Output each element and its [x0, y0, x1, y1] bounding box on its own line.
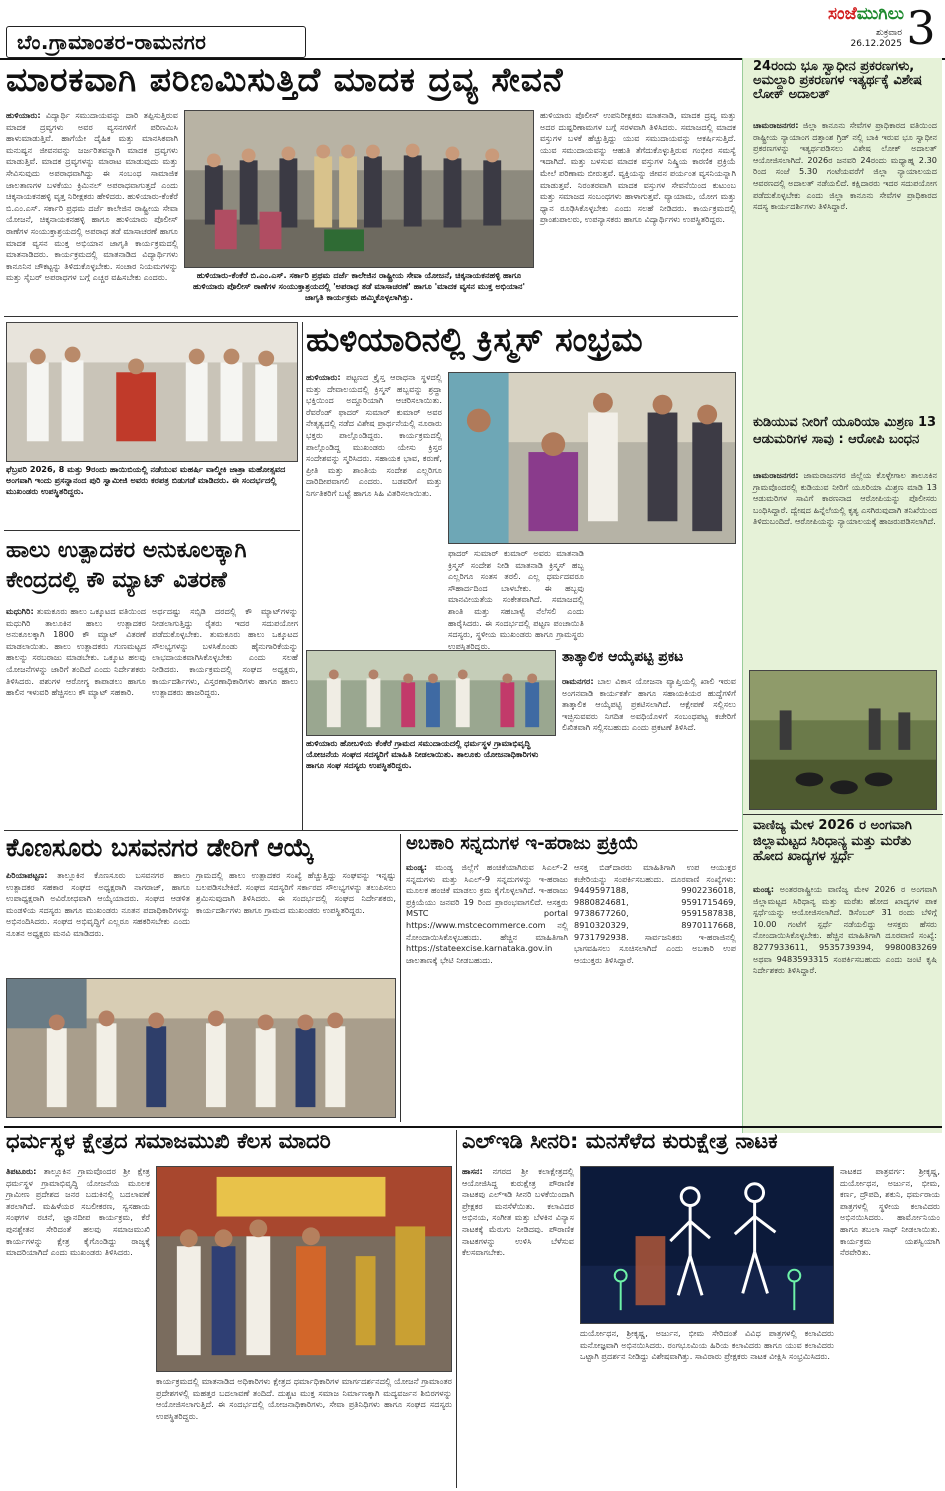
article-1-col-1	[6, 110, 178, 308]
page-number: 3	[906, 1, 936, 55]
article-2-col-1	[306, 372, 442, 644]
article-2-col-2: ಫಾದರ್ ಸುಮಾರ್ ಕುಮಾರ್ ಅವರು ಮಾತನಾಡಿ ಕ್ರಿಸ್ಮಸ್ ಸಂದೇಶ ನೀಡಿ ಮಾತನಾಡಿ ಕ್ರಿಸ್ಮಸ್ ಹಬ್ಬ ಎಲ್ಲರಿಗೂ ಸಂತಸ ತರಲಿ. ಎಲ್ಲ ಧರ್ಮದವರೂ ಸೌಹಾರ್ದದಿಂದ ಬಾಳಬೇಕು. ಈ ಹಬ್ಬವು ಮಾನವೀಯತೆಯ ಸಂಕೇತವಾಗಿದೆ. ಸಮಾಜದಲ್ಲಿ ಶಾಂತಿ ಮತ್ತು ಸಹಬಾಳ್ವೆ ನೆಲೆಸಲಿ ಎಂದು ಹಾರೈಸಿದರು. ಈ ಸಂದರ್ಭದಲ್ಲಿ ಪಟ್ಟಣ ಪಂಚಾಯಿತಿ ಸದಸ್ಯರು, ಸ್ಥಳೀಯ ಮುಖಂಡರು ಹಾಗೂ ಗ್ರಾಮಸ್ಥರು ಉಪಸ್ಥಿತರಿದ್ದರು.	[448, 548, 584, 651]
article-1-headline: ಮಾರಕವಾಗಿ ಪರಿಣಮಿಸುತ್ತಿದೆ ಮಾದಕ ದ್ರವ್ಯ ಸೇವನೆ	[6, 60, 564, 99]
divider	[743, 814, 943, 815]
sidebar-panel	[742, 58, 942, 1133]
article-3-text-1: ತುಮಕೂರು ಹಾಲು ಒಕ್ಕೂಟದ ವತಿಯಿಂದ ಮಧುಗಿರಿ ತಾಲೂಕಿನ ಹಾಲು ಉತ್ಪಾದಕರ ಅನುಕೂಲಕ್ಕಾಗಿ 1800 ಕೌ ಮ್ಯಾಟ್ ವಿತರಣೆ ಮಾಡಲಾಯಿತು. ಹಾಲು ಉತ್ಪಾದಕರು ಗುಣಮಟ್ಟದ ಹಾಲನ್ನು ಸರಬರಾಜು ಮಾಡಬೇಕು. ಒಕ್ಕೂಟ ಹಲವು ಯೋಜನೆಗಳನ್ನು ಜಾರಿಗೆ ತಂದಿದೆ ಎಂದು ನಿರ್ದೇಶಕರು ತಿಳಿಸಿದರು. ಪಶುಗಳ ಆರೋಗ್ಯ ಕಾಪಾಡಲು ಹಾಗೂ ಹಾಲಿನ ಇಳುವರಿ ಹೆಚ್ಚಿಸಲು ಕೌ ಮ್ಯಾಟ್ ಸಹಕಾರಿ.	[6, 606, 146, 698]
article-6-col-2: ಆಸಕ್ತ ಬಿಡ್‌ದಾರರು ಮಾಹಿತಿಗಾಗಿ ಉಪ ಆಯುಕ್ತರ ಕಚೇರಿಯನ್ನು ಸಂಪರ್ಕಿಸಬಹುದು. ದೂರವಾಣಿ ಸಂಖ್ಯೆಗಳು: 9449597188, 9902236018, 9880824681, 9591715469, 9738677260, 9591587838, 8910320329, 8970117668, 9731792938. ಸಾರ್ವಜನಿಕರು ಇ-ಹರಾಜಿನಲ್ಲಿ ಭಾಗವಹಿಸಲು ಸೂಚಿಸಲಾಗಿದೆ ಎಂದು ಅಬಕಾರಿ ಉಪ ಆಯುಕ್ತರು ತಿಳಿಸಿದ್ದಾರೆ.	[574, 862, 736, 965]
article-3-col-2: ಅರ್ಧದಷ್ಟು ಸಬ್ಸಿಡಿ ದರದಲ್ಲಿ ಕೌ ಮ್ಯಾಟ್‌ಗಳನ್ನು ನೀಡಲಾಗುತ್ತಿದ್ದು ರೈತರು ಇದರ ಸದುಪಯೋಗ ಪಡೆದುಕೊಳ್ಳಬೇಕು. ತುಮಕೂರು ಹಾಲು ಒಕ್ಕೂಟದ ಸೌಲಭ್ಯಗಳನ್ನು ಬಳಸಿಕೊಂಡು ಹೈನುಗಾರಿಕೆಯನ್ನು ಲಾಭದಾಯಕವಾಗಿಸಿಕೊಳ್ಳಬೇಕು ಎಂದು ಸಲಹೆ ನೀಡಿದರು. ಕಾರ್ಯಕ್ರಮದಲ್ಲಿ ಸಂಘದ ಅಧ್ಯಕ್ಷರು, ಕಾರ್ಯದರ್ಶಿಗಳು, ವಿಸ್ತರಣಾಧಿಕಾರಿಗಳು ಹಾಗೂ ಹಾಲು ಉತ್ಪಾದಕರು ಹಾಜರಿದ್ದರು.	[152, 606, 298, 698]
article-7-headline: ಧರ್ಮಸ್ಥಳ ಕ್ಷೇತ್ರದ ಸಮಾಜಮುಖಿ ಕೆಲಸ ಮಾದರಿ	[6, 1129, 331, 1153]
sidebar-story-1-body	[753, 120, 937, 410]
sidebar-story-2-headline: ಕುಡಿಯುವ ನೀರಿಗೆ ಯೂರಿಯಾ ಮಿಶ್ರಣ 13 ಆಡುಮರಿಗಳ ಸಾವು : ಆರೋಪಿ ಬಂಧನ	[753, 415, 937, 447]
article-8-photo	[580, 1166, 834, 1324]
article-4-photo	[306, 650, 556, 736]
article-6-headline: ಅಬಕಾರಿ ಸನ್ನದುಗಳ ಇ-ಹರಾಜು ಪ್ರಕ್ರಿಯೆ	[406, 833, 639, 854]
article-8-text-1: ನಗರದ ಶ್ರೀ ಕಲಾಕ್ಷೇತ್ರದಲ್ಲಿ ಆಯೋಜಿಸಿದ್ದ ಕುರುಕ್ಷೇತ್ರ ಪೌರಾಣಿಕ ನಾಟಕವು ಎಲ್‌ಇಡಿ ಸೀನರಿ ಬಳಕೆಯಿಂದಾಗಿ ಪ್ರೇಕ್ಷಕರ ಮನಸೆಳೆಯಿತು. ಕಲಾವಿದರ ಅಭಿನಯ, ಸಂಗೀತ ಮತ್ತು ಬೆಳಕಿನ ವಿನ್ಯಾಸ ನಾಟಕಕ್ಕೆ ಮೆರುಗು ನೀಡಿದವು. ಪೌರಾಣಿಕ ನಾಟಕಗಳನ್ನು ಉಳಿಸಿ ಬೆಳೆಸುವ ಕೆಲಸವಾಗಬೇಕು.	[462, 1166, 574, 1258]
article-1-dateline: ಹುಳಿಯಾರು:	[6, 110, 41, 120]
article-7-text-1: ತಾಲ್ಲೂಕಿನ ಗ್ರಾಮವೊಂದರ ಶ್ರೀ ಕ್ಷೇತ್ರ ಧರ್ಮಸ್ಥಳ ಗ್ರಾಮಾಭಿವೃದ್ಧಿ ಯೋಜನೆಯ ಮೂಲಕ ಗ್ರಾಮೀಣ ಪ್ರದೇಶದ ಜನರ ಬದುಕಿನಲ್ಲಿ ಬದಲಾವಣೆ ತರಲಾಗಿದೆ. ಮಹಿಳೆಯರ ಸಬಲೀಕರಣ, ಸ್ವಸಹಾಯ ಸಂಘಗಳ ರಚನೆ, ಜ್ಞಾನದೀಪ ಕಾರ್ಯಕ್ರಮ, ಕೆರೆ ಪುನಶ್ಚೇತನ ಸೇರಿದಂತೆ ಹಲವು ಸಮಾಜಮುಖಿ ಕಾರ್ಯಗಳನ್ನು ಕ್ಷೇತ್ರ ಕೈಗೊಂಡಿದ್ದು ರಾಜ್ಯಕ್ಕೆ ಮಾದರಿಯಾಗಿದೆ ಎಂದು ಮುಖಂಡರು ತಿಳಿಸಿದರು.	[6, 1166, 150, 1258]
sidebar-story-2-photo	[749, 670, 937, 810]
article-7-col-1	[6, 1166, 150, 1486]
article-8-headline: ಎಲ್‌ಇಡಿ ಸೀನರಿ: ಮನಸೆಳೆದ ಕುರುಕ್ಷೇತ್ರ ನಾಟಕ	[462, 1129, 778, 1153]
sidebar-story-2-body	[753, 470, 937, 666]
sidebar-story-2-text: ಜಾಮರಾಜನಗರ ಜಿಲ್ಲೆಯ ಕೊಳ್ಳೇಗಾಲ ತಾಲೂಕಿನ ಗ್ರಾಮವೊಂದರಲ್ಲಿ ಕುಡಿಯುವ ನೀರಿಗೆ ಯೂರಿಯಾ ಮಿಶ್ರಣ ಮಾಡಿ 13 ಆಡುಮರಿಗಳ ಸಾವಿಗೆ ಕಾರಣನಾದ ಆರೋಪಿಯನ್ನು ಪೊಲೀಸರು ಬಂಧಿಸಿದ್ದಾರೆ. ದ್ವೇಷದ ಹಿನ್ನೆಲೆಯಲ್ಲಿ ಕೃತ್ಯ ಎಸಗಿರುವುದಾಗಿ ತನಿಖೆಯಿಂದ ತಿಳಿದುಬಂದಿದೆ. ಆರೋಪಿಯನ್ನು ನ್ಯಾಯಾಲಯಕ್ಕೆ ಹಾಜರುಪಡಿಸಲಾಗಿದೆ.	[753, 470, 937, 527]
article-4-col-1	[562, 676, 736, 826]
issue-day: ಶುಕ್ರವಾರ	[876, 28, 902, 38]
article-2-photo-2	[448, 372, 736, 544]
article-6-col-1	[406, 862, 568, 1118]
article-2-headline: ಹುಳಿಯಾರಿನಲ್ಲಿ ಕ್ರಿಸ್ಮಸ್ ಸಂಭ್ರಮ	[306, 320, 643, 359]
divider	[4, 830, 738, 831]
sidebar-story-3-text: ಅಂತರರಾಷ್ಟ್ರೀಯ ವಾಣಿಜ್ಯ ಮೇಳ 2026 ರ ಅಂಗವಾಗಿ ಜಿಲ್ಲಾಮಟ್ಟದ ಸಿರಿಧಾನ್ಯ ಮತ್ತು ಮರೆತು ಹೋದ ಖಾದ್ಯಗಳ ಪಾಕ ಸ್ಪರ್ಧೆಯನ್ನು ಆಯೋಜಿಸಲಾಗಿದೆ. ಡಿಸೆಂಬರ್ 31 ರಂದು ಬೆಳಿಗ್ಗೆ 10.00 ಗಂಟೆಗೆ ಸ್ಪರ್ಧೆ ನಡೆಯಲಿದ್ದು ಆಸಕ್ತರು ಹೆಸರು ನೋಂದಾಯಿಸಿಕೊಳ್ಳಬೇಕು. ಹೆಚ್ಚಿನ ಮಾಹಿತಿಗಾಗಿ ದೂರವಾಣಿ ಸಂಖ್ಯೆ: 8277933611, 9535739394, 9980083269 ಅಥವಾ 9483593315 ಸಂಪರ್ಕಿಸಬಹುದು ಎಂದು ಜಂಟಿ ಕೃಷಿ ನಿರ್ದೇಶಕರು ತಿಳಿಸಿದ್ದಾರೆ.	[753, 884, 937, 976]
article-5-dateline: ಪಿರಿಯಾಪಟ್ಟಣ:	[6, 870, 48, 880]
sidebar-story-1-headline: 24ರಂದು ಭೂ ಸ್ವಾಧೀನ ಪ್ರಕರಣಗಳು, ಅಮಲ್ದಾರಿ ಪ್ರಕರಣಗಳ ಇತ್ಯರ್ಥಕ್ಕೆ ವಿಶೇಷ ಲೋಕ್ ಅದಾಲತ್	[753, 59, 922, 102]
article-4-caption: ಹುಳಿಯಾರು ಹೋಬಳಿಯ ಕೆಂಕೆರೆ ಗ್ರಾಮದ ಸಮುದಾಯದಲ್ಲಿ ಧರ್ಮಸ್ಥಳ ಗ್ರಾಮಾಭಿವೃದ್ಧಿ ಯೋಜನೆಯ ಸಂಘದ ಸದಸ್ಯರಿಗೆ ಮಾಹಿತಿ ನೀಡಲಾಯಿತು. ತಾಲೂಕು ಯೋಜನಾಧಿಕಾರಿಗಳು ಹಾಗೂ ಸಂಘ ಸದಸ್ಯರು ಉಪಸ್ಥಿತರಿದ್ದರು.	[306, 738, 539, 770]
article-5-col-2: ಗ್ರಾಮದಲ್ಲಿ ಹಾಲು ಉತ್ಪಾದಕರ ಸಂಖ್ಯೆ ಹೆಚ್ಚುತ್ತಿದ್ದು ಸಂಘವನ್ನು ಇನ್ನಷ್ಟು ಬಲಪಡಿಸಬೇಕಿದೆ. ಸಂಘದ ಸದಸ್ಯರಿಗೆ ಸರ್ಕಾರದ ಸೌಲಭ್ಯಗಳನ್ನು ತಲುಪಿಸಲು ಶ್ರಮಿಸುವುದಾಗಿ ತಿಳಿಸಿದರು. ಈ ಸಂದರ್ಭದಲ್ಲಿ ಸಂಘದ ನಿರ್ದೇಶಕರು, ಕಾರ್ಯದರ್ಶಿಗಳು ಹಾಗೂ ಗ್ರಾಮದ ಮುಖಂಡರು ಉಪಸ್ಥಿತರಿದ್ದರು.	[196, 870, 396, 915]
divider	[456, 1130, 457, 1488]
article-2-caption: ಫೆಬ್ರವರಿ 2026, 8 ಮತ್ತು 9ರಂದು ಹಾಯಿಬಿಯಲ್ಲಿ ನಡೆಯುವ ಮಹರ್ಷಿ ವಾಲ್ಮೀಕಿ ಜಾತ್ರಾ ಮಹೋತ್ಸವದ ಅಂಗವಾಗಿ ಇಂದು ಪ್ರಸನ್ನಾನಂದ ಪುರಿ ಸ್ವಾಮೀಜಿ ಅವರು ಕರಪತ್ರ ಬಿಡುಗಡೆ ಮಾಡಿದರು. ಈ ಸಂದರ್ಭದಲ್ಲಿ ಮುಖಂಡರು ಉಪಸ್ಥಿತರಿದ್ದರು.	[6, 464, 286, 496]
brand-part-a: ಸಂಜೆ	[828, 4, 857, 24]
article-3-dateline: ಮಧುಗಿರಿ:	[6, 606, 34, 616]
sidebar-story-3-dateline: ಮಂಡ್ಯ:	[753, 884, 775, 894]
article-7-dateline: ತಿಪಟೂರು:	[6, 1166, 37, 1176]
article-1-text-1: ವಿದ್ಯಾರ್ಥಿ ಸಮುದಾಯವನ್ನು ದಾರಿ ತಪ್ಪಿಸುತ್ತಿರುವ ಮಾದಕ ದ್ರವ್ಯಗಳು ಅವರ ವ್ಯಸನಗಳಿಗೆ ಪರಿಣಮಿಸಿ ಹಾಳುಮಾಡುತ್ತಿವೆ. ಹಾಗೆಯೇ ದೈಹಿಕ ಮತ್ತು ಮಾನಸಿಕವಾಗಿ ಮನುಷ್ಯನ ಜೀವನವನ್ನು ಜರ್ಜರಿತವನ್ನಾಗಿ ಮಾದಕ ದ್ರವ್ಯಗಳು ಮಾಡುತ್ತಿವೆ. ಮಾದಕ ದ್ರವ್ಯಗಳನ್ನು ಮಾರಾಟ ಮಾಡುವುದು ಮತ್ತು ಸೇವಿಸುವುದು ಅಪರಾಧವಾಗಿದ್ದು ಈ ಸಂಬಂಧ ಸಾಮಾಜಿಕ ಜಾಲತಾಣಗಳ ಬಳಕೆಯು ಕ್ರಿಮಿನಲ್ ಅಪರಾಧವಾಗುತ್ತದೆ ಎಂದು ಚಿಕ್ಕನಾಯಕನಹಳ್ಳಿ ವೃತ್ತ ನಿರೀಕ್ಷಕರು ಹೇಳಿದರು. ಹುಳಿಯಾರು-ಕೆಂಕೆರೆ ಬಿ.ಎಂ.ಎಸ್. ಸರ್ಕಾರಿ ಪ್ರಥಮ ದರ್ಜೆ ಕಾಲೇಜಿನ ರಾಷ್ಟ್ರೀಯ ಸೇವಾ ಯೋಜನೆ, ಚಿಕ್ಕನಾಯಕನಹಳ್ಳಿ ಹಾಗೂ ಹುಳಿಯಾರು ಪೊಲೀಸ್ ಠಾಣೆಗಳ ಸಂಯುಕ್ತಾಶ್ರಯದಲ್ಲಿ ಅಪರಾಧ ತಡೆ ಮಾಸಾಚರಣೆ ಹಾಗೂ ಮಾದಕ ವ್ಯಸನ ಮುಕ್ತ ಅಭಿಯಾನ ಜಾಗೃತಿ ಕಾರ್ಯಕ್ರಮದಲ್ಲಿ ಮಾತನಾಡಿದರು. ಕಾರ್ಯಕ್ರಮದಲ್ಲಿ ಮಾತನಾಡಿದ ವಿದ್ಯಾರ್ಥಿಗಳು ಕಾನೂನಿನ ಚೌಕಟ್ಟನ್ನು ತಿಳಿದುಕೊಳ್ಳಬೇಕು. ಸಂಚಾರ ನಿಯಮಗಳನ್ನು ಮತ್ತು ಸೈಬರ್ ಅಪರಾಧಗಳ ಬಗ್ಗೆ ಎಚ್ಚರ ವಹಿಸಬೇಕು ಎಂದರು.	[6, 110, 178, 283]
divider	[400, 834, 401, 1122]
article-7-photo	[156, 1166, 452, 1372]
article-2-photo	[6, 322, 298, 462]
divider	[4, 1126, 942, 1128]
sidebar-story-3-headline: ವಾಣಿಜ್ಯ ಮೇಳ 2026 ರ ಅಂಗವಾಗಿ ಜಿಲ್ಲಾಮಟ್ಟದ ಸಿರಿಧಾನ್ಯ ಮತ್ತು ಮರೆತು ಹೋದ ಖಾದ್ಯಗಳ ಸ್ಪರ್ಧೆ	[753, 818, 912, 864]
article-8-col-2: ದುರ್ಯೋಧನ, ಶ್ರೀಕೃಷ್ಣ, ಅರ್ಜುನ, ಭೀಮ ಸೇರಿದಂತೆ ವಿವಿಧ ಪಾತ್ರಗಳಲ್ಲಿ ಕಲಾವಿದರು ಮನೋಜ್ಞವಾಗಿ ಅಭಿನಯಿಸಿದರು. ರಂಗಭೂಮಿಯ ಹಿರಿಯ ಕಲಾವಿದರು ಹಾಗೂ ಯುವ ಕಲಾವಿದರು ಒಟ್ಟಾಗಿ ಪ್ರದರ್ಶನ ನೀಡಿದ್ದು ವಿಶೇಷವಾಗಿತ್ತು. ಸಾವಿರಾರು ಪ್ರೇಕ್ಷಕರು ನಾಟಕ ವೀಕ್ಷಿಸಿ ಸಂಭ್ರಮಿಸಿದರು.	[580, 1328, 834, 1362]
issue-date: 26.12.2025	[850, 39, 902, 49]
article-5-text-1: ತಾಲ್ಲೂಕಿನ ಕೊಣಸೂರು ಬಸವನಗರ ಹಾಲು ಉತ್ಪಾದಕರ ಸಹಕಾರ ಸಂಘದ ಅಧ್ಯಕ್ಷರಾಗಿ ನಾಗರಾಜ್, ಹಾಗೂ ಉಪಾಧ್ಯಕ್ಷರಾಗಿ ಅವಿರೋಧವಾಗಿ ಆಯ್ಕೆಯಾದರು. ಸಂಘದ ಆಡಳಿತ ಮಂಡಳಿಯ ಸದಸ್ಯರು ಹಾಗೂ ಮುಖಂಡರು ನೂತನ ಪದಾಧಿಕಾರಿಗಳನ್ನು ಅಭಿನಂದಿಸಿದರು. ಸಂಘದ ಅಭಿವೃದ್ಧಿಗೆ ಎಲ್ಲರೂ ಸಹಕರಿಸಬೇಕು ಎಂದು ನೂತನ ಅಧ್ಯಕ್ಷರು ಮನವಿ ಮಾಡಿದರು.	[6, 870, 191, 938]
sidebar-story-1-dateline: ಚಾಮರಾಜನಗರ:	[753, 120, 799, 130]
article-5-photo	[6, 978, 396, 1118]
divider	[4, 530, 300, 531]
article-5-headline: ಕೊಣಸೂರು ಬಸವನಗರ ಡೇರಿಗೆ ಆಯ್ಕೆ	[6, 833, 314, 862]
article-2-text-1: ಪಟ್ಟಣದ ಕ್ರೈಸ್ತ ಆರಾಧನಾ ಸ್ಥಳದಲ್ಲಿ ಮತ್ತು ದೇವಾಲಯದಲ್ಲಿ ಕ್ರಿಸ್ಮಸ್ ಹಬ್ಬವನ್ನು ಶ್ರದ್ಧಾ ಭಕ್ತಿಯಿಂದ ಅದ್ದೂರಿಯಾಗಿ ಆಚರಿಸಲಾಯಿತು. ರೆವರೆಂಡ್ ಫಾದರ್ ಸುಮಾರ್ ಕುಮಾರ್ ಅವರ ನೇತೃತ್ವದಲ್ಲಿ ನಡೆದ ವಿಶೇಷ ಪ್ರಾರ್ಥನೆಯಲ್ಲಿ ನೂರಾರು ಭಕ್ತರು ಪಾಲ್ಗೊಂಡಿದ್ದರು. ಕಾರ್ಯಕ್ರಮದಲ್ಲಿ ಪಾಲ್ಗೊಂಡಿದ್ದ ಮುಖಂಡರು ಯೇಸು ಕ್ರಿಸ್ತರ ಸಂದೇಶವನ್ನು ಸ್ಮರಿಸಿದರು. ಸಹಾಯಕ ಭಾವ, ಕರುಣೆ, ಪ್ರೀತಿ ಮತ್ತು ಶಾಂತಿಯ ಸಂದೇಶ ಎಲ್ಲರಿಗೂ ದಾರಿದೀಪವಾಗಲಿ ಎಂದರು. ಬಡವರಿಗೆ ಮತ್ತು ನಿರ್ಗತಿಕರಿಗೆ ಬಟ್ಟೆ ಹಾಗೂ ಸಿಹಿ ವಿತರಿಸಲಾಯಿತು.	[306, 372, 442, 498]
article-6-text-1: ಮಂಡ್ಯ ಜಿಲ್ಲೆಗೆ ಹಂಚಿಕೆಯಾಗಿರುವ ಸಿಎಲ್-2 ಸನ್ನದುಗಳು ಮತ್ತು ಸಿಎಲ್-9 ಸನ್ನದುಗಳನ್ನು ಇ-ಹರಾಜು ಮೂಲಕ ಹಂಚಿಕೆ ಮಾಡಲು ಕ್ರಮ ಕೈಗೊಳ್ಳಲಾಗಿದೆ. ಇ-ಹರಾಜು ಪ್ರಕ್ರಿಯೆಯು ಜನವರಿ 19 ರಿಂದ ಪ್ರಾರಂಭವಾಗಲಿದೆ. ಆಸಕ್ತರು MSTC portal https://www.mstcecommerce.com ನಲ್ಲಿ ನೋಂದಾಯಿಸಿಕೊಳ್ಳಬಹುದು. ಹೆಚ್ಚಿನ ಮಾಹಿತಿಗಾಗಿ https://stateexcise.karnataka.gov.in ಜಾಲತಾಣಕ್ಕೆ ಭೇಟಿ ನೀಡಬಹುದು.	[406, 862, 568, 965]
article-3-col-1	[6, 606, 146, 824]
article-2-dateline: ಹುಳಿಯಾರು:	[306, 372, 341, 382]
sidebar-story-2-dateline: ಚಾಮರಾಜನಗರ:	[753, 470, 799, 480]
article-1-caption: ಹುಳಿಯಾರು-ಕೆಂಕೆರೆ ಬಿ.ಎಂ.ಎಸ್. ಸರ್ಕಾರಿ ಪ್ರಥಮ ದರ್ಜೆ ಕಾಲೇಜಿನ ರಾಷ್ಟ್ರೀಯ ಸೇವಾ ಯೋಜನೆ, ಚಿಕ್ಕನಾಯಕನಹಳ್ಳಿ ಹಾಗೂ ಹುಳಿಯಾರು ಪೊಲೀಸ್ ಠಾಣೆಗಳ ಸಂಯುಕ್ತಾಶ್ರಯದಲ್ಲಿ 'ಅಪರಾಧ ತಡೆ ಮಾಸಾಚರಣೆ' ಹಾಗೂ 'ಮಾದಕ ವ್ಯಸನ ಮುಕ್ತ ಅಭಿಯಾನ' ಜಾಗೃತಿ ಕಾರ್ಯಕ್ರಮ ಹಮ್ಮಿಕೊಳ್ಳಲಾಗಿತ್ತು.	[192, 270, 526, 302]
newspaper-logo	[796, 4, 904, 30]
section-title: ಬೆಂ.ಗ್ರಾಮಾಂತರ-ರಾಮನಗರ	[6, 26, 306, 58]
article-1-col-2: ಹುಳಿಯಾರು ಪೊಲೀಸ್ ಉಪನಿರೀಕ್ಷಕರು ಮಾತನಾಡಿ, ಮಾದಕ ದ್ರವ್ಯ ಮತ್ತು ಅದರ ದುಷ್ಪರಿಣಾಮಗಳ ಬಗ್ಗೆ ಸರಳವಾಗಿ ತಿಳಿಸಿದರು. ಸಮಾಜದಲ್ಲಿ ಮಾದಕ ವಸ್ತುಗಳ ಬಳಕೆ ಹೆಚ್ಚುತ್ತಿದ್ದು ಯುವ ಸಮುದಾಯವನ್ನು ಆಕರ್ಷಿಸುತ್ತಿದೆ. ಯುವ ಸಮುದಾಯವನ್ನು ಆಹುತಿ ತೆಗೆದುಕೊಳ್ಳುತ್ತಿರುವ ಗಂಭೀರ ಸಮಸ್ಯೆ ಇದಾಗಿದೆ. ಮತ್ತು ಬಳಸುವ ಮಾದಕ ವಸ್ತುಗಳ ನಿಷ್ಕ್ರಿಯ ಕಾರಣಿಕ ಪ್ರಕ್ರಿಯೆ ಮೇಲೆ ಪರಿಣಾಮ ಬೀರುತ್ತವೆ. ವ್ಯಕ್ತಿಯನ್ನು ಜೀವನ ಪರ್ಯಂತ ವ್ಯಸನಿಯನ್ನಾಗಿ ಮಾಡುತ್ತವೆ. ನಿರಂತರವಾಗಿ ಮಾದಕ ವಸ್ತುಗಳ ಸೇವನೆಯಿಂದ ಕುಟುಂಬ ಮತ್ತು ಸಮಾಜದ ಸಂಬಂಧಗಳು ಹಾಳಾಗುತ್ತವೆ. ವ್ಯಾಯಾಮ, ಯೋಗ ಮತ್ತು ಧ್ಯಾನ ರೂಢಿಸಿಕೊಳ್ಳಬೇಕು ಎಂದು ಸಲಹೆ ನೀಡಿದರು. ಕಾರ್ಯಕ್ರಮದಲ್ಲಿ ಪ್ರಾಂಶುಪಾಲರು, ಉಪನ್ಯಾಸಕರು ಹಾಗೂ ವಿದ್ಯಾರ್ಥಿಗಳು ಉಪಸ್ಥಿತರಿದ್ದರು.	[540, 110, 736, 225]
article-8-dateline: ಹಾಸನ:	[462, 1166, 483, 1176]
article-4-headline: ತಾತ್ಕಾಲಿಕ ಆಯ್ಕೆಪಟ್ಟಿ ಪ್ರಕಟ	[562, 649, 684, 665]
article-8-col-3: ನಾಟಕದ ಪಾತ್ರವರ್ಗ: ಶ್ರೀಕೃಷ್ಣ, ದುರ್ಯೋಧನ, ಅರ್ಜುನ, ಭೀಮ, ಕರ್ಣ, ದ್ರೌಪದಿ, ಶಕುನಿ, ಧರ್ಮರಾಯ ಪಾತ್ರಗಳಲ್ಲಿ ಸ್ಥಳೀಯ ಕಲಾವಿದರು ಅಭಿನಯಿಸಿದರು. ಹಾರ್ಮೋನಿಯಂ ಹಾಗೂ ತಬಲಾ ಸಾಥ್ ನೀಡಲಾಯಿತು. ಕಾರ್ಯಕ್ರಮ ಯಶಸ್ವಿಯಾಗಿ ನೆರವೇರಿತು.	[840, 1166, 940, 1258]
divider	[302, 322, 303, 830]
article-5-col-1	[6, 870, 190, 974]
sidebar-story-3-body	[753, 884, 937, 1128]
article-6-dateline: ಮಂಡ್ಯ:	[406, 862, 428, 872]
article-8-col-1	[462, 1166, 574, 1486]
article-4-text-1: ಬಾಲ ವಿಕಾಸ ಯೋಜನಾ ವ್ಯಾಪ್ತಿಯಲ್ಲಿ ಖಾಲಿ ಇರುವ ಅಂಗನವಾಡಿ ಕಾರ್ಯಕರ್ತೆ ಹಾಗೂ ಸಹಾಯಕಿಯರ ಹುದ್ದೆಗಳಿಗೆ ತಾತ್ಕಾಲಿಕ ಆಯ್ಕೆಪಟ್ಟಿ ಪ್ರಕಟಿಸಲಾಗಿದೆ. ಆಕ್ಷೇಪಣೆ ಸಲ್ಲಿಸಲು ಇಚ್ಛಿಸುವವರು ನಿಗದಿತ ಅವಧಿಯೊಳಗೆ ಸಂಬಂಧಪಟ್ಟ ಕಚೇರಿಗೆ ಲಿಖಿತವಾಗಿ ಸಲ್ಲಿಸಬಹುದು ಎಂದು ಪ್ರಕಟಣೆ ತಿಳಿಸಿದೆ.	[562, 676, 736, 733]
article-1-photo	[184, 110, 534, 268]
divider	[4, 316, 738, 317]
article-7-col-2: ಕಾರ್ಯಕ್ರಮದಲ್ಲಿ ಮಾತನಾಡಿದ ಅಧಿಕಾರಿಗಳು ಕ್ಷೇತ್ರದ ಧರ್ಮಾಧಿಕಾರಿಗಳ ಮಾರ್ಗದರ್ಶನದಲ್ಲಿ ಯೋಜನೆ ಗ್ರಾಮಾಂತರ ಪ್ರದೇಶಗಳಲ್ಲಿ ಮಹತ್ತರ ಬದಲಾವಣೆ ತಂದಿದೆ. ದುಶ್ಚಟ ಮುಕ್ತ ಸಮಾಜ ನಿರ್ಮಾಣಕ್ಕಾಗಿ ಮದ್ಯವರ್ಜನ ಶಿಬಿರಗಳನ್ನು ಆಯೋಜಿಸಲಾಗುತ್ತಿದೆ. ಈ ಸಂದರ್ಭದಲ್ಲಿ ಯೋಜನಾಧಿಕಾರಿಗಳು, ಸೇವಾ ಪ್ರತಿನಿಧಿಗಳು ಹಾಗೂ ಸಂಘದ ಸದಸ್ಯರು ಉಪಸ್ಥಿತರಿದ್ದರು.	[156, 1376, 452, 1421]
article-3-headline: ಹಾಲು ಉತ್ಪಾದಕರ ಅನುಕೂಲಕ್ಕಾಗಿ ಕೇಂದ್ರದಲ್ಲಿ ಕೌ ಮ್ಯಾಟ್ ವಿತರಣೆ	[6, 538, 247, 593]
article-4-dateline: ರಾಮನಗರ:	[562, 676, 594, 686]
sidebar-story-1-text: ಜಿಲ್ಲಾ ಕಾನೂನು ಸೇವೆಗಳ ಪ್ರಾಧಿಕಾರದ ವತಿಯಿಂದ ರಾಷ್ಟ್ರೀಯ ನ್ಯಾಯಾಂಗ ದತ್ತಾಂಶ ಗ್ರಿಡ್ ನಲ್ಲಿ ಬಾಕಿ ಇರುವ ಭೂ ಸ್ವಾಧೀನ ಪ್ರಕರಣಗಳನ್ನು ಇತ್ಯರ್ಥಪಡಿಸಲು ವಿಶೇಷ ಲೋಕ್ ಅದಾಲತ್ ಆಯೋಜಿಸಲಾಗಿದೆ. 2026ರ ಜನವರಿ 24ರಂದು ಮಧ್ಯಾಹ್ನ 2.30 ರಿಂದ ಸಂಜೆ 5.30 ಗಂಟೆಯವರೆಗೆ ಜಿಲ್ಲಾ ನ್ಯಾಯಾಲಯದ ಆವರಣದಲ್ಲಿ ಅದಾಲತ್ ನಡೆಯಲಿದೆ. ಕಕ್ಷಿದಾರರು ಇದರ ಸದುಪಯೋಗ ಪಡೆದುಕೊಳ್ಳಬೇಕು ಎಂದು ಜಿಲ್ಲಾ ಕಾನೂನು ಸೇವೆಗಳ ಪ್ರಾಧಿಕಾರದ ಸದಸ್ಯ ಕಾರ್ಯದರ್ಶಿಗಳು ತಿಳಿಸಿದ್ದಾರೆ.	[753, 120, 937, 212]
brand-part-b: ಮುಗಿಲು	[856, 4, 904, 24]
